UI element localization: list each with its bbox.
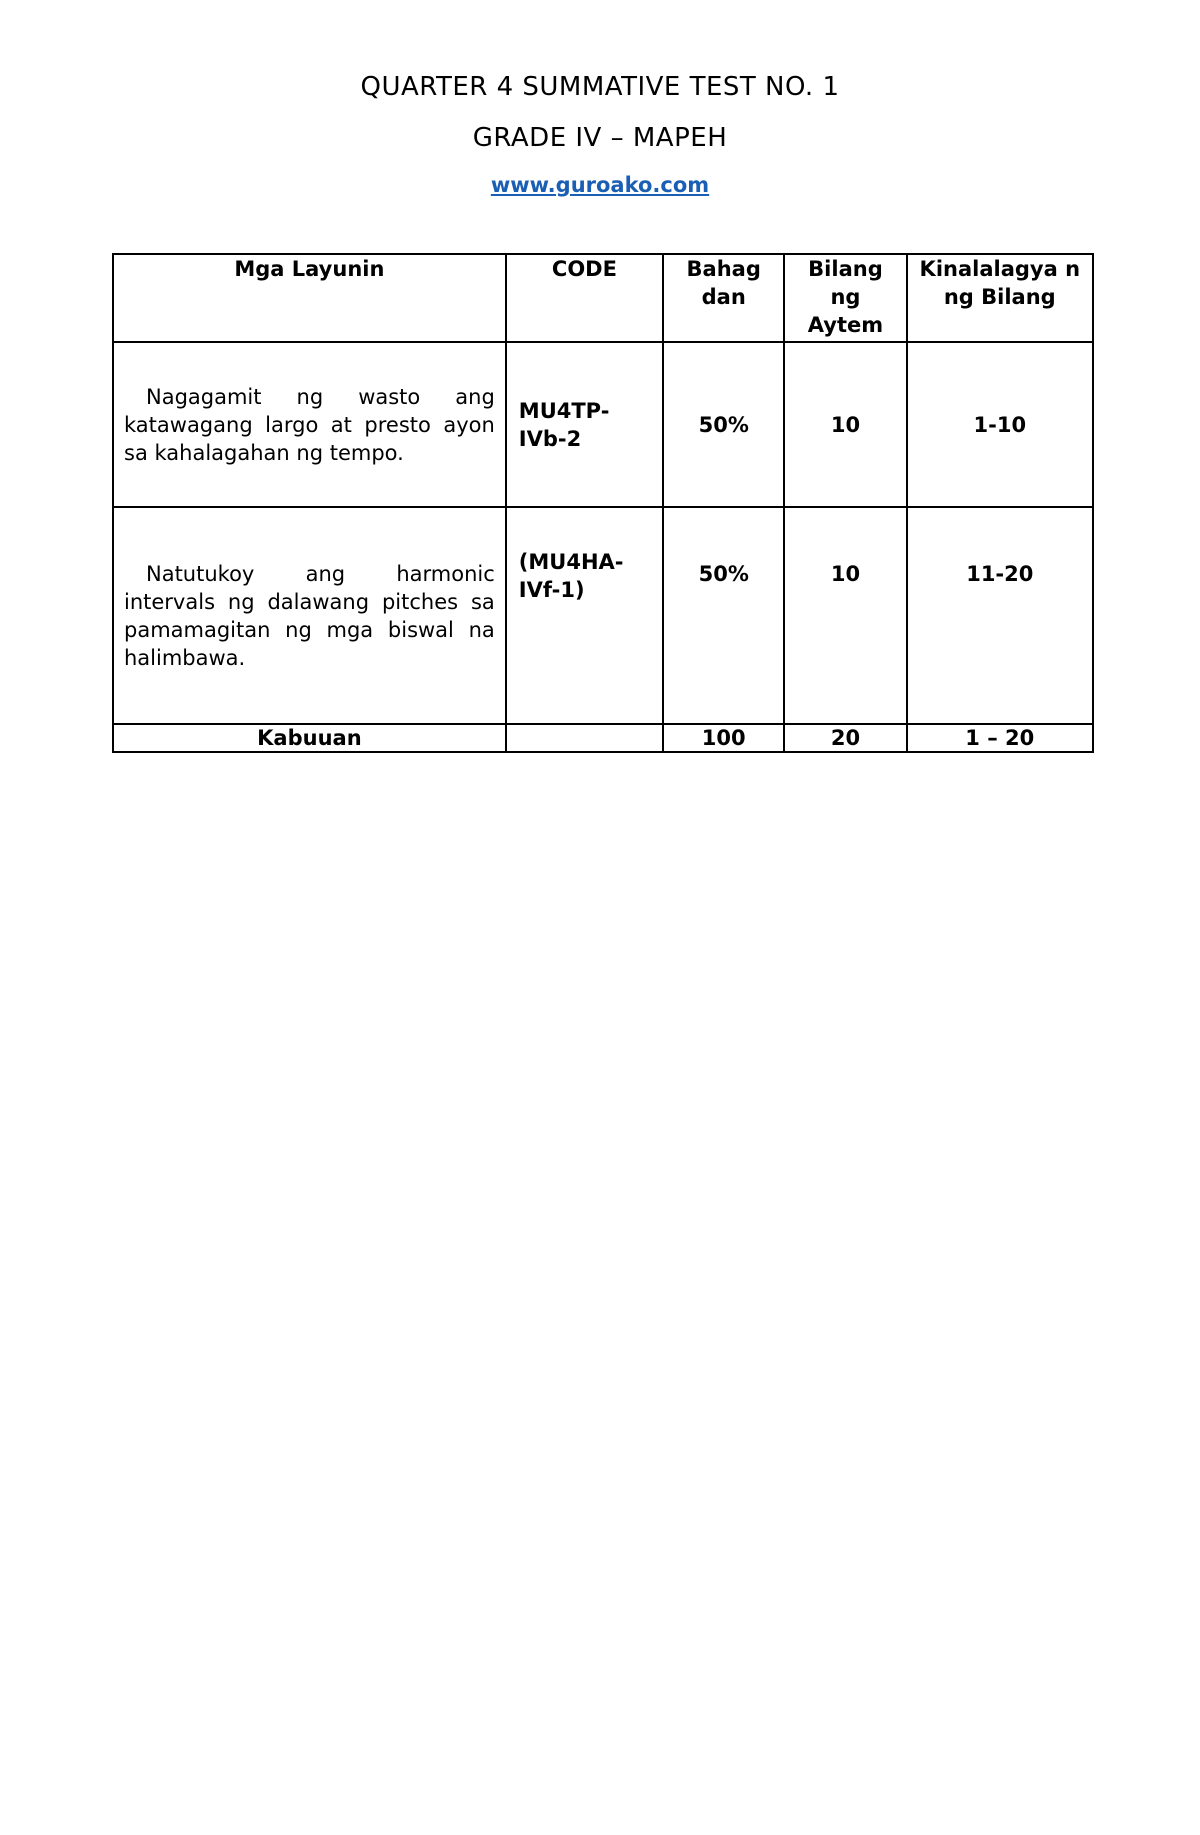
code-cell: MU4TP-IVb-2	[506, 342, 663, 507]
column-header-items: Bilang ng Aytem	[784, 254, 906, 342]
items-cell: 10	[784, 342, 906, 507]
table-row	[113, 342, 1093, 507]
table-row	[113, 507, 1093, 724]
items-cell: 10	[784, 507, 906, 724]
percent-cell: 50%	[663, 342, 784, 507]
table-total-row	[113, 724, 1093, 752]
objective-text: Nagagamit ng wasto ang katawagang largo at presto ayon sa kahalagahan ng tempo.	[124, 384, 495, 465]
total-label-cell: Kabuuan	[113, 724, 506, 752]
percent-cell: 50%	[663, 507, 784, 724]
specification-table	[112, 253, 1094, 753]
placement-cell: 1-10	[907, 342, 1093, 507]
total-items-cell: 20	[784, 724, 906, 752]
total-placement-cell: 1 – 20	[907, 724, 1093, 752]
total-code-cell	[506, 724, 663, 752]
website-link[interactable]: www.guroako.com	[490, 173, 710, 197]
code-cell: (MU4HA-IVf-1)	[506, 507, 663, 724]
objective-cell	[113, 507, 506, 724]
column-header-code: CODE	[506, 254, 663, 342]
page-subtitle: GRADE IV – MAPEH	[472, 123, 728, 153]
column-header-placement: Kinalalagya n ng Bilang	[907, 254, 1093, 342]
total-percent-cell: 100	[663, 724, 784, 752]
page-title: QUARTER 4 SUMMATIVE TEST NO. 1	[360, 72, 840, 102]
objective-cell	[113, 342, 506, 507]
column-header-objectives: Mga Layunin	[113, 254, 506, 342]
objective-text: Natutukoy ang harmonic intervals ng dalawang pitches sa pamamagitan ng mga biswal na halimbawa.	[124, 561, 495, 670]
column-header-percent: Bahag dan	[663, 254, 784, 342]
placement-cell: 11-20	[907, 507, 1093, 724]
table-header-row	[113, 254, 1093, 342]
website-link-container	[0, 172, 1200, 198]
